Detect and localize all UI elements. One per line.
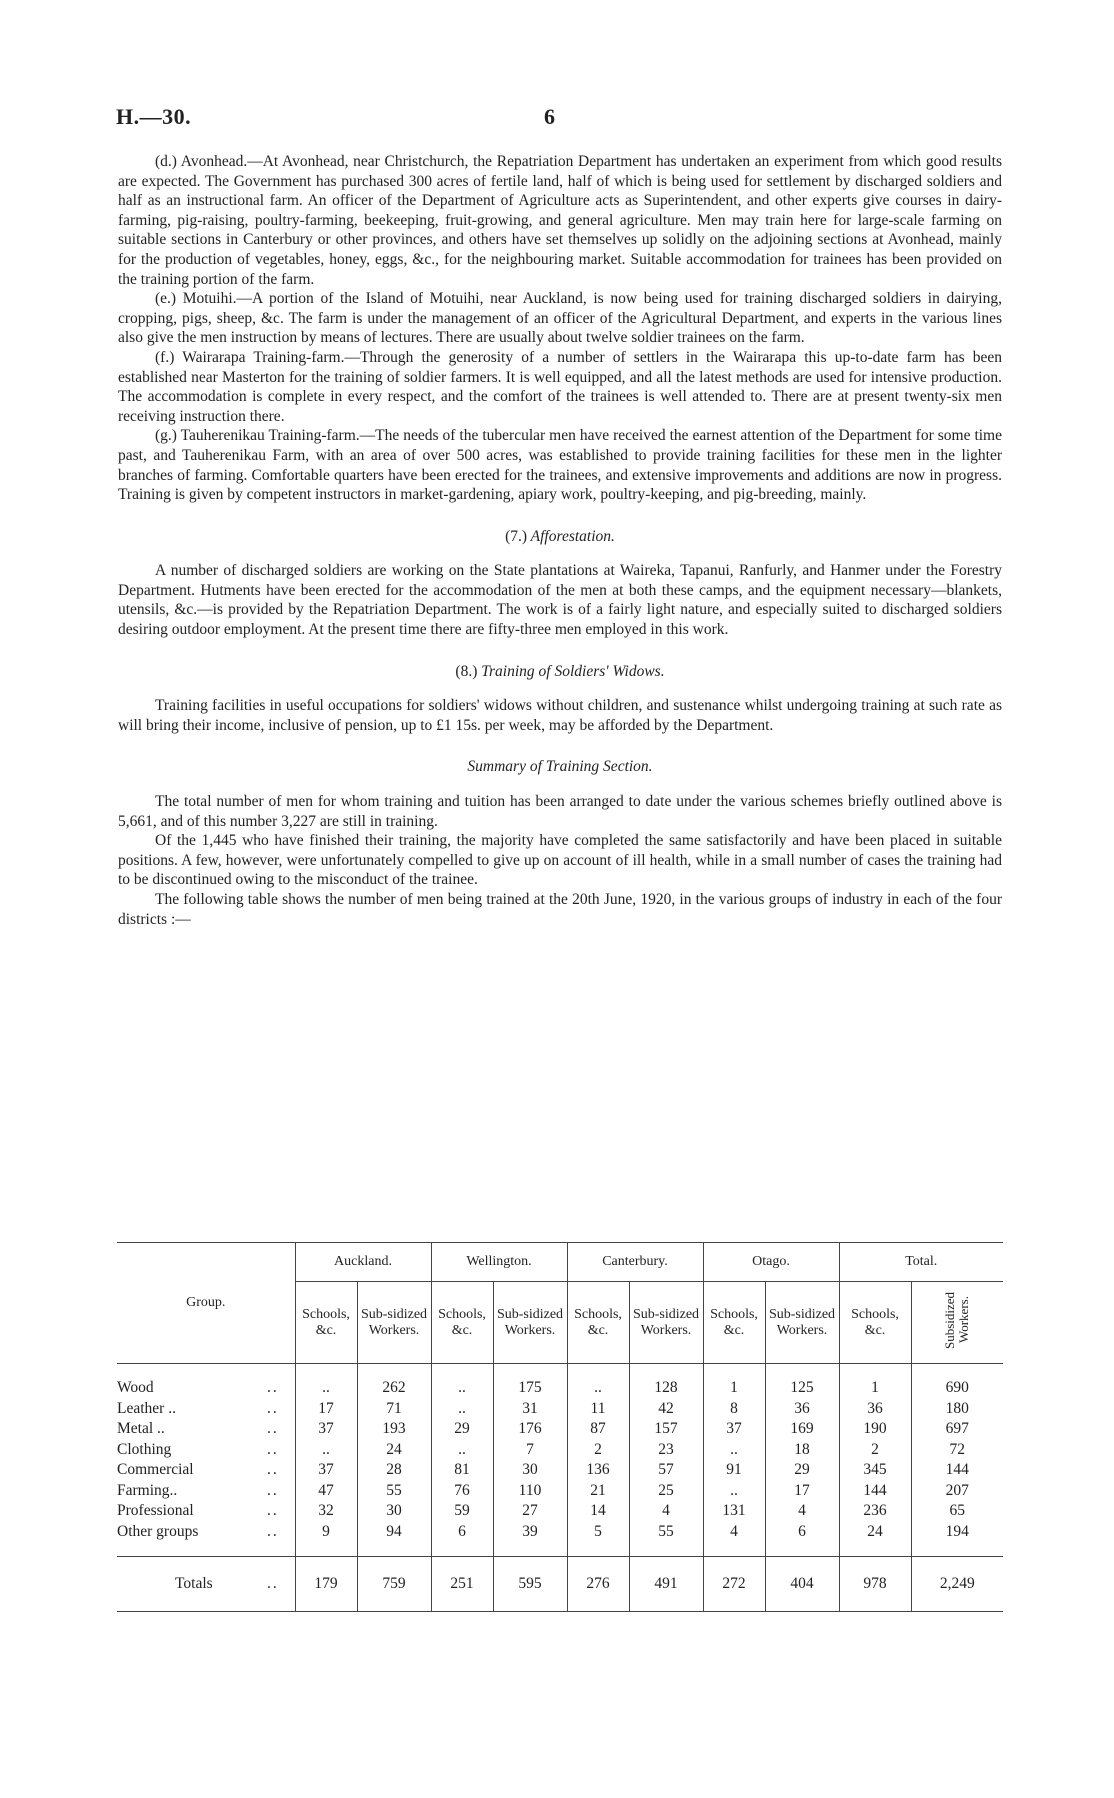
value-cell: ..	[431, 1440, 493, 1461]
total-subsidized-header	[911, 1282, 1003, 1364]
section-number: (7.)	[505, 527, 528, 545]
page-header	[116, 104, 1006, 134]
value-cell: 131	[703, 1501, 765, 1522]
training-table	[117, 1242, 1003, 1612]
value-cell: 65	[911, 1501, 1003, 1522]
table-row	[117, 1440, 1003, 1461]
body-text	[118, 152, 1002, 929]
table-row	[117, 1378, 1003, 1399]
district-header: Wellington.	[431, 1243, 567, 1282]
value-cell: 251	[431, 1557, 493, 1612]
value-cell: 23	[629, 1440, 703, 1461]
group-label: Metal ..	[117, 1420, 165, 1437]
group-label: Totals	[175, 1575, 213, 1592]
group-cell	[117, 1460, 295, 1481]
schools-header: Schools, &c.	[567, 1282, 629, 1364]
value-cell: 2,249	[911, 1557, 1003, 1612]
value-cell: 32	[295, 1501, 357, 1522]
report-reference: H.—30.	[116, 104, 192, 129]
value-cell: 59	[431, 1501, 493, 1522]
section-number: (8.)	[455, 662, 478, 680]
value-cell: 76	[431, 1481, 493, 1502]
value-cell: 2	[567, 1440, 629, 1461]
value-cell: 37	[295, 1419, 357, 1440]
leader-dots: ..	[267, 1502, 279, 1519]
value-cell: 190	[839, 1419, 911, 1440]
table-row	[117, 1419, 1003, 1440]
value-cell: ..	[295, 1440, 357, 1461]
table-row	[117, 1501, 1003, 1522]
schools-header: Schools, &c.	[295, 1282, 357, 1364]
value-cell: 110	[493, 1481, 567, 1502]
leader-dots: ..	[267, 1399, 279, 1417]
value-cell: 29	[431, 1419, 493, 1440]
group-cell	[117, 1378, 295, 1399]
totals-row	[117, 1557, 1003, 1612]
leader-dots: ..	[267, 1575, 279, 1592]
schools-header: Schools, &c.	[703, 1282, 765, 1364]
section-heading-widows	[118, 662, 1002, 682]
group-label: Other groups	[117, 1522, 199, 1540]
paragraph-afforestation: A number of discharged soldiers are working on the State plantations at Waireka, Tapanui, Ranfurly, and Hanmer under the Forestry Department. Hutments have been erected for the accommodation of the men at both these camps, and the equipment necessary—blankets, utensils, &c.—is provided by the Repatriation Department. The work is of a fairly light nature, and especially suited to discharged soldiers desiring outdoor employment. At the present time there are fifty-three men employed in this work.	[118, 562, 1002, 639]
group-cell	[117, 1522, 295, 1543]
value-cell: ..	[431, 1399, 493, 1420]
district-header: Canterbury.	[567, 1243, 703, 1282]
value-cell: 31	[493, 1399, 567, 1420]
value-cell: ..	[703, 1481, 765, 1502]
section-heading-afforestation	[118, 527, 1002, 547]
value-cell: 25	[629, 1481, 703, 1502]
value-cell: 28	[357, 1460, 431, 1481]
value-cell: 125	[765, 1378, 839, 1399]
value-cell: 18	[765, 1440, 839, 1461]
value-cell: 262	[357, 1378, 431, 1399]
value-cell: 30	[493, 1460, 567, 1481]
value-cell: 36	[839, 1399, 911, 1420]
value-cell: 47	[295, 1481, 357, 1502]
value-cell: 6	[431, 1522, 493, 1543]
value-cell: 136	[567, 1460, 629, 1481]
district-header: Auckland.	[295, 1243, 431, 1282]
value-cell: 27	[493, 1501, 567, 1522]
group-label: Leather ..	[117, 1399, 176, 1417]
value-cell: 128	[629, 1378, 703, 1399]
section-title: Afforestation.	[530, 527, 615, 545]
value-cell: 176	[493, 1419, 567, 1440]
value-cell: 8	[703, 1399, 765, 1420]
summary-paragraph: The total number of men for whom training and tuition has been arranged to date under the various schemes briefly outlined above is 5,661, and of this number 3,227 are still in training.	[118, 793, 1002, 830]
value-cell: 21	[567, 1481, 629, 1502]
section-title: Training of Soldiers' Widows.	[481, 662, 665, 680]
value-cell: 2	[839, 1440, 911, 1461]
schools-header: Schools, &c.	[431, 1282, 493, 1364]
value-cell: 57	[629, 1460, 703, 1481]
leader-dots: ..	[267, 1461, 279, 1478]
value-cell: 37	[703, 1419, 765, 1440]
value-cell: 72	[911, 1440, 1003, 1461]
table-row	[117, 1522, 1003, 1543]
district-header: Total.	[839, 1243, 1003, 1282]
value-cell: 17	[765, 1481, 839, 1502]
value-cell: 345	[839, 1460, 911, 1481]
group-label: Commercial	[117, 1461, 194, 1478]
subsidized-header: Sub-sidized Workers.	[629, 1282, 703, 1364]
subsidized-header: Sub-sidized Workers.	[493, 1282, 567, 1364]
value-cell: 276	[567, 1557, 629, 1612]
group-cell	[117, 1419, 295, 1440]
group-label: Wood	[117, 1379, 154, 1396]
value-cell: 11	[567, 1399, 629, 1420]
value-cell: 404	[765, 1557, 839, 1612]
value-cell: 87	[567, 1419, 629, 1440]
value-cell: 5	[567, 1522, 629, 1543]
leader-dots: ..	[267, 1522, 279, 1540]
value-cell: 14	[567, 1501, 629, 1522]
paragraph-tauherenikau: (g.) Tauherenikau Training-farm.—The needs of the tubercular men have received the earnest attention of the Department for some time past, and Tauherenikau Farm, with an area of over 500 acres, was established to provide training facilities for these men in the lighter branches of farming. Comfortable quarters have been erected for the trainees, and extensive improvements and additions are now in progress. Training is given by competent instructors in market-gardening, apiary work, poultry-keeping, and pig-breeding, mainly.	[118, 427, 1002, 504]
value-cell: 29	[765, 1460, 839, 1481]
value-cell: 4	[703, 1522, 765, 1543]
value-cell: 4	[629, 1501, 703, 1522]
value-cell: 207	[911, 1481, 1003, 1502]
value-cell: 236	[839, 1501, 911, 1522]
paragraph-wairarapa: (f.) Wairarapa Training-farm.—Through the generosity of a number of settlers in the Wairarapa this up-to-date farm has been established near Masterton for the training of soldier farmers. It is well equipped, and all the latest methods are used for intensive production. The accommodation is complete in every respect, and the comfort of the trainees is well attended to. There are at present twenty-six men receiving instruction there.	[118, 348, 1002, 425]
value-cell: 91	[703, 1460, 765, 1481]
value-cell: 697	[911, 1419, 1003, 1440]
value-cell: 978	[839, 1557, 911, 1612]
group-label: Professional	[117, 1502, 194, 1519]
subsidized-header: Sub-sidized Workers.	[357, 1282, 431, 1364]
group-cell	[117, 1440, 295, 1461]
group-cell	[117, 1557, 295, 1612]
subsidized-header: Sub-sidized Workers.	[765, 1282, 839, 1364]
value-cell: 30	[357, 1501, 431, 1522]
value-cell: 55	[629, 1522, 703, 1543]
value-cell: ..	[295, 1378, 357, 1399]
summary-title: Summary of Training Section.	[467, 758, 653, 776]
table-row	[117, 1399, 1003, 1420]
leader-dots: ..	[267, 1440, 279, 1458]
paragraph-widows: Training facilities in useful occupations for soldiers' widows without children, and sustenance whilst undergoing training at such rate as will bring their income, inclusive of pension, up to £1 15s. per week, may be afforded by the Department.	[118, 697, 1002, 734]
value-cell: ..	[703, 1440, 765, 1461]
summary-paragraph: The following table shows the number of men being trained at the 20th June, 1920, in the various groups of industry in each of the four districts :—	[118, 891, 1002, 928]
district-header: Otago.	[703, 1243, 839, 1282]
leader-dots: ..	[267, 1379, 279, 1396]
page-number: 6	[544, 104, 555, 129]
summary-paragraph: Of the 1,445 who have finished their training, the majority have completed the same satisfactorily and have been placed in suitable positions. A few, however, were unfortunately compelled to give up on account of ill health, while in a small number of cases the training had to be discontinued owing to the misconduct of the trainee.	[118, 832, 1002, 889]
group-label: Farming..	[117, 1481, 178, 1499]
value-cell: 157	[629, 1419, 703, 1440]
value-cell: 7	[493, 1440, 567, 1461]
value-cell: 690	[911, 1378, 1003, 1399]
paragraph-avonhead: (d.) Avonhead.—At Avonhead, near Christchurch, the Repatriation Department has undertaken an experiment from which good results are expected. The Government has purchased 300 acres of fertile land, half of which is being used for settlement by discharged soldiers and half as an instructional farm. An officer of the Department of Agriculture acts as Superintendent, and other experts give courses in dairy-farming, pig-raising, poultry-farming, beekeeping, fruit-growing, and general agriculture. Men may train here for large-scale farming on suitable sections in Canterbury or other provinces, and others have set themselves up solidly on the adjoining sections at Avonhead, mainly for the production of vegetables, honey, eggs, &c., for the neighbouring market. Suitable accommodation for trainees has been provided on the training portion of the farm.	[118, 153, 1002, 288]
value-cell: 169	[765, 1419, 839, 1440]
value-cell: 42	[629, 1399, 703, 1420]
value-cell: 175	[493, 1378, 567, 1399]
value-cell: 144	[839, 1481, 911, 1502]
leader-dots: ..	[267, 1420, 279, 1437]
value-cell: 39	[493, 1522, 567, 1543]
value-cell: 491	[629, 1557, 703, 1612]
value-cell: 36	[765, 1399, 839, 1420]
table-row	[117, 1481, 1003, 1502]
value-cell: 759	[357, 1557, 431, 1612]
value-cell: 24	[357, 1440, 431, 1461]
value-cell: 194	[911, 1522, 1003, 1543]
value-cell: 6	[765, 1522, 839, 1543]
value-cell: 71	[357, 1399, 431, 1420]
leader-dots: ..	[267, 1481, 279, 1499]
value-cell: 1	[839, 1378, 911, 1399]
value-cell: 180	[911, 1399, 1003, 1420]
group-column-header: Group.	[117, 1243, 295, 1364]
value-cell: 24	[839, 1522, 911, 1543]
summary-heading	[118, 757, 1002, 777]
group-cell	[117, 1481, 295, 1502]
group-cell	[117, 1501, 295, 1522]
value-cell: 144	[911, 1460, 1003, 1481]
value-cell: 37	[295, 1460, 357, 1481]
value-cell: 17	[295, 1399, 357, 1420]
table-row	[117, 1460, 1003, 1481]
value-cell: 55	[357, 1481, 431, 1502]
group-cell	[117, 1399, 295, 1420]
value-cell: 193	[357, 1419, 431, 1440]
value-cell: ..	[431, 1378, 493, 1399]
value-cell: 179	[295, 1557, 357, 1612]
value-cell: 1	[703, 1378, 765, 1399]
total-subsidized-label: Subsidized Workers.	[942, 1291, 972, 1349]
total-schools-header: Schools, &c.	[839, 1282, 911, 1364]
value-cell: 9	[295, 1522, 357, 1543]
value-cell: 4	[765, 1501, 839, 1522]
value-cell: ..	[567, 1378, 629, 1399]
value-cell: 595	[493, 1557, 567, 1612]
value-cell: 272	[703, 1557, 765, 1612]
value-cell: 94	[357, 1522, 431, 1543]
value-cell: 81	[431, 1460, 493, 1481]
paragraph-motuihi: (e.) Motuihi.—A portion of the Island of Motuihi, near Auckland, is now being used for training discharged soldiers in dairying, cropping, pigs, sheep, &c. The farm is under the management of an officer of the Agricultural Department, and experts in the various lines also give the men instruction by means of lectures. There are usually about twelve soldier trainees on the farm.	[118, 290, 1002, 347]
group-label: Clothing	[117, 1440, 172, 1458]
